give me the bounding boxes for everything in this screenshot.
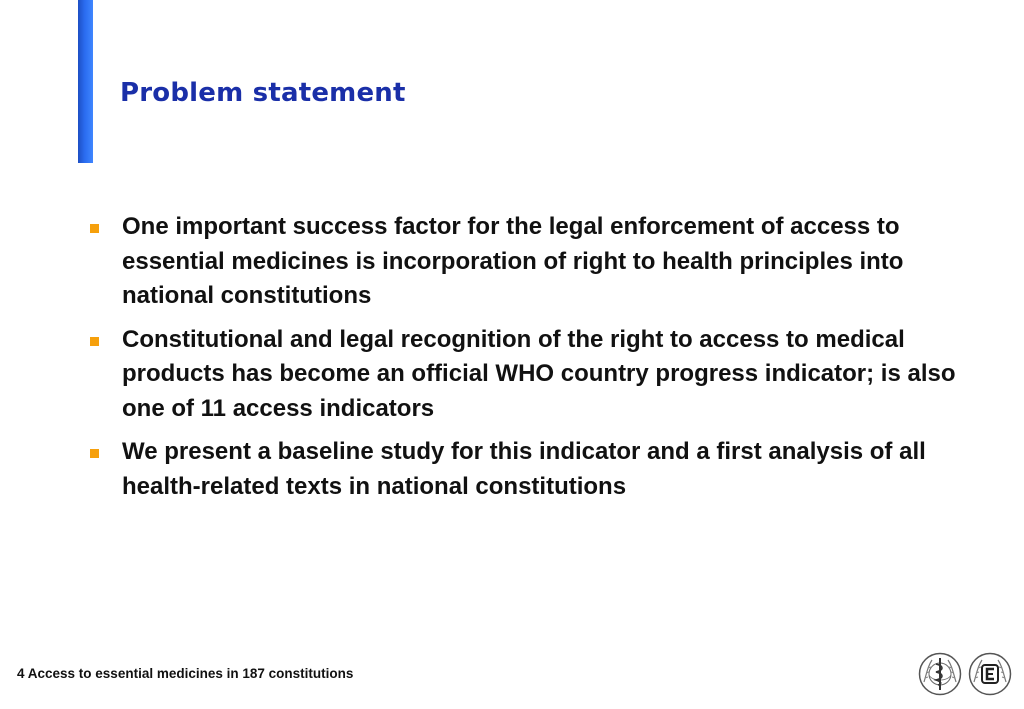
bullet-text: One important success factor for the legal enforcement of access to essential medicines is incorporation of right to health principles into national constitutions bbox=[122, 213, 904, 309]
title-accent-bar bbox=[78, 0, 93, 163]
slide-footer: 4 Access to essential medicines in 187 constitutions bbox=[17, 666, 354, 681]
bullet-text: We present a baseline study for this indicator and a first analysis of all health-related texts in national constitutions bbox=[122, 438, 926, 500]
bullet-square-icon bbox=[90, 449, 99, 458]
bullet-item bbox=[86, 435, 966, 504]
who-emblem-icon bbox=[918, 652, 962, 696]
slide-title: Problem statement bbox=[120, 78, 406, 108]
bullet-square-icon bbox=[90, 337, 99, 346]
bullet-square-icon bbox=[90, 224, 99, 233]
collaborating-centre-emblem-icon bbox=[968, 652, 1012, 696]
bullet-list bbox=[86, 210, 966, 513]
bullet-text: Constitutional and legal recognition of the right to access to medical products has become an official WHO country progress indicator; is also one of 11 access indicators bbox=[122, 325, 956, 422]
footer-logos bbox=[918, 652, 1012, 696]
bullet-item bbox=[86, 210, 966, 314]
bullet-item bbox=[86, 323, 966, 427]
